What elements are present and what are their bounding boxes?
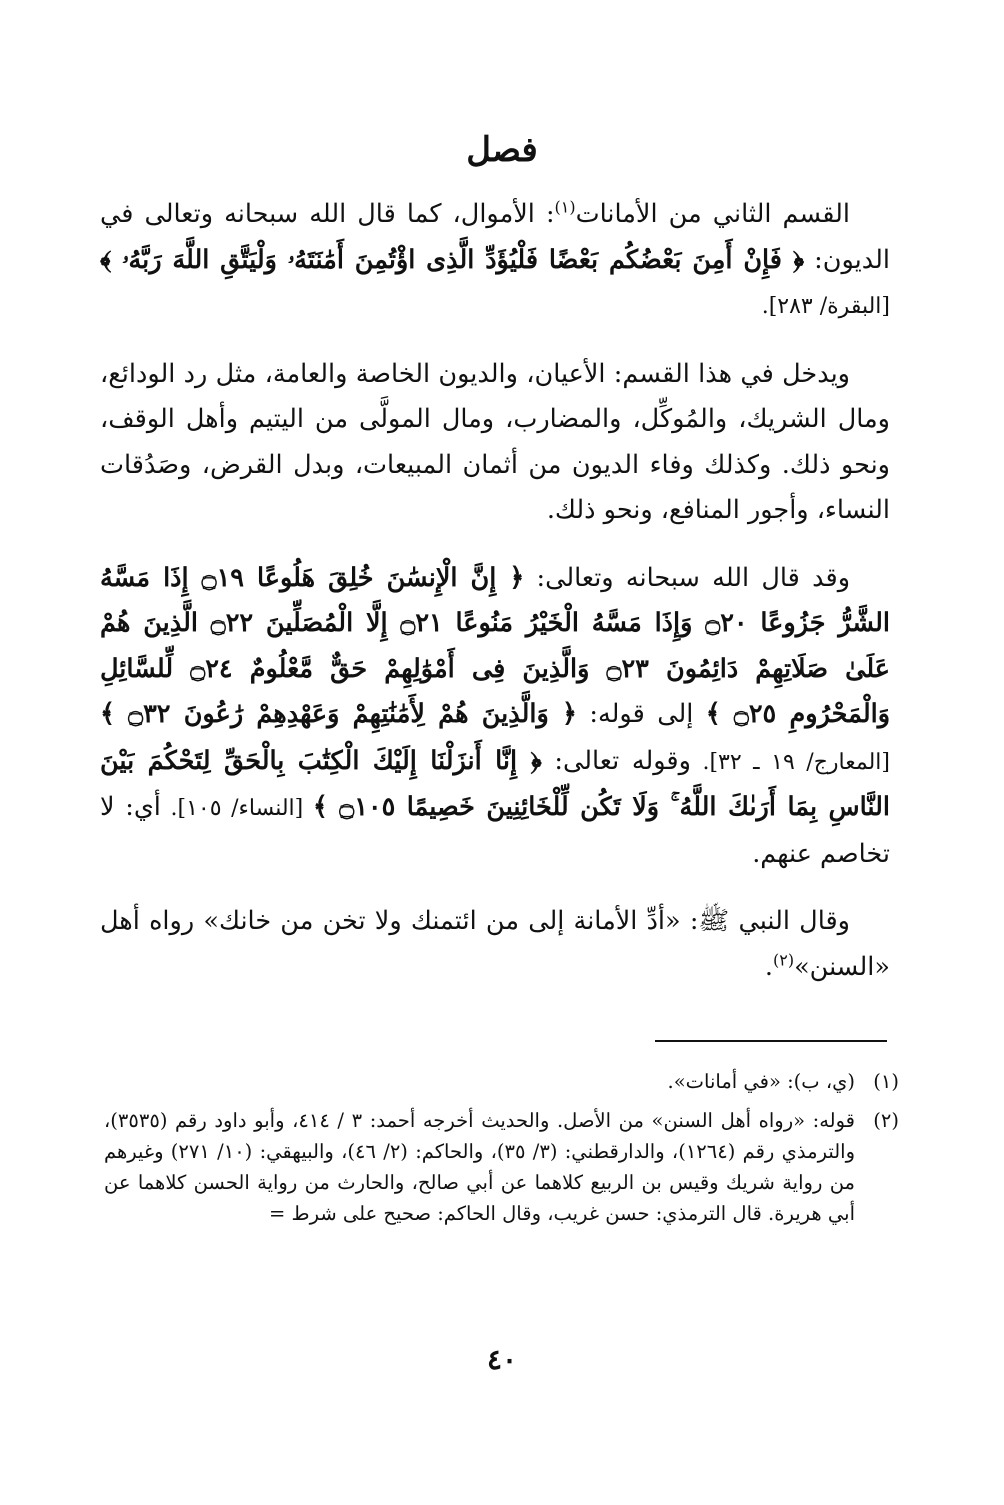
paragraph-4 bbox=[100, 899, 890, 990]
quran-verse-maarij: ﴿ إِنَّ الْإِنسَٰنَ خُلِقَ هَلُوعًا ۝١٩ إِذَا مَسَّهُ الشَّرُّ جَزُوعًا ۝٢٠ وَإِذَا مَسَّهُ الْخَيْرُ مَنُوعًا ۝٢١ إِلَّا الْمُصَلِّينَ ۝٢٢ الَّذِينَ هُمْ عَلَىٰ صَلَاتِهِمْ دَائِمُونَ ۝٢٣ وَالَّذِينَ فِى أَمْوَٰلِهِمْ حَقٌّ مَّعْلُومٌ ۝٢٤ لِّلسَّائِلِ وَالْمَحْرُومِ ۝٢٥ ﴾ bbox=[100, 562, 891, 729]
footnote-marker-2[interactable]: (٢) bbox=[772, 950, 795, 969]
paragraph-1-text-b: : الأموال، كما قال الله سبحانه وتعالى في الديون: bbox=[100, 199, 890, 275]
hadith-text: وقال النبي ﷺ: «أدِّ الأمانة إلى من ائتمنك ولا تخن من خانك» رواه أهل «السنن» bbox=[100, 906, 890, 982]
paragraph-3-text-d: أي: لا تخاصم عنهم. bbox=[100, 792, 890, 869]
paragraph-2: ويدخل في هذا القسم: الأعيان، والديون الخاصة والعامة، مثل رد الودائع، ومال الشريك، والمُوكِّل، والمضارب، ومال المولَّى من اليتيم وأهل الوقف، ونحو ذلك. وكذلك وفاء الديون من أثمان المبيعات، وبدل القرض، وصَدُقات النساء، وأجور المنافع، ونحو ذلك. bbox=[100, 358, 890, 525]
footnote-item bbox=[104, 1066, 899, 1097]
quran-verse-maarij-32: ﴿ وَالَّذِينَ هُمْ لِأَمَٰنَٰتِهِمْ وَعَهْدِهِمْ رَٰعُونَ ۝٣٢ ﴾ bbox=[100, 699, 577, 729]
footnote-number: (١) bbox=[873, 1070, 899, 1093]
footnote-marker-1[interactable]: (١) bbox=[554, 197, 576, 217]
footnote-separator bbox=[655, 1040, 887, 1042]
verse-reference: [البقرة/ ٢٨٣]. bbox=[761, 294, 890, 319]
footnotes bbox=[104, 1066, 899, 1237]
paragraph-3-text-c: وقوله تعالى: bbox=[541, 745, 691, 776]
footnote-number: (٢) bbox=[873, 1109, 899, 1132]
paragraph-3-text-b: إلى قوله: bbox=[576, 699, 706, 729]
quran-verse-nisa: ﴿ إِنَّا أَنزَلْنَا إِلَيْكَ الْكِتَٰبَ بِالْحَقِّ لِتَحْكُمَ بَيْنَ النَّاسِ بِمَا أَرَىٰكَ اللَّهُ ۚ وَلَا تَكُن لِّلْخَائِنِينَ خَصِيمًا ۝١٠٥ ﴾ bbox=[100, 745, 890, 822]
paragraph-3-text-a: وقد قال الله سبحانه وتعالى: bbox=[524, 562, 851, 593]
chapter-title: فصل bbox=[466, 130, 538, 170]
footnote-text: (ي، ب): «في أمانات». bbox=[667, 1070, 855, 1093]
verse-reference: [المعارج/ ١٩ ـ ٣٢]. bbox=[690, 749, 890, 775]
paragraph-1 bbox=[100, 192, 890, 330]
page-number: ٤٠ bbox=[486, 1343, 518, 1376]
main-text bbox=[100, 192, 890, 1012]
paragraph-4-end: . bbox=[764, 951, 773, 982]
footnote-text: قوله: «رواه أهل السنن» من الأصل. والحديث أخرجه أحمد: ٣ / ٤١٤، وأبو داود رقم (٣٥٣٥)، والترمذي رقم (١٢٦٤)، والدارقطني: (٣/ ٣٥)، والحاكم: (٢/ ٤٦)، والبيهقي: (١٠/ ٢٧١) وغيرهم من رواية شريك وقيس بن الربيع كلاهما عن أبي صالح، والحارث من رواية الحسن كلاهما عن أبي هريرة. قال الترمذي: حسن غريب، وقال الحاكم: صحيح على شرط = bbox=[104, 1109, 856, 1225]
paragraph-3 bbox=[100, 556, 890, 878]
footnote-item bbox=[104, 1105, 899, 1229]
paragraph-1-text-a: القسم الثاني من الأمانات bbox=[575, 199, 850, 229]
verse-reference: [النساء/ ١٠٥]. bbox=[160, 796, 313, 821]
quran-verse-baqarah: ﴿ فَإِنْ أَمِنَ بَعْضُكُم بَعْضًا فَلْيُؤَدِّ الَّذِى اؤْتُمِنَ أَمَٰنَتَهُۥ وَلْيَتَّقِ اللَّهَ رَبَّهُۥ ﴾ bbox=[100, 244, 805, 275]
